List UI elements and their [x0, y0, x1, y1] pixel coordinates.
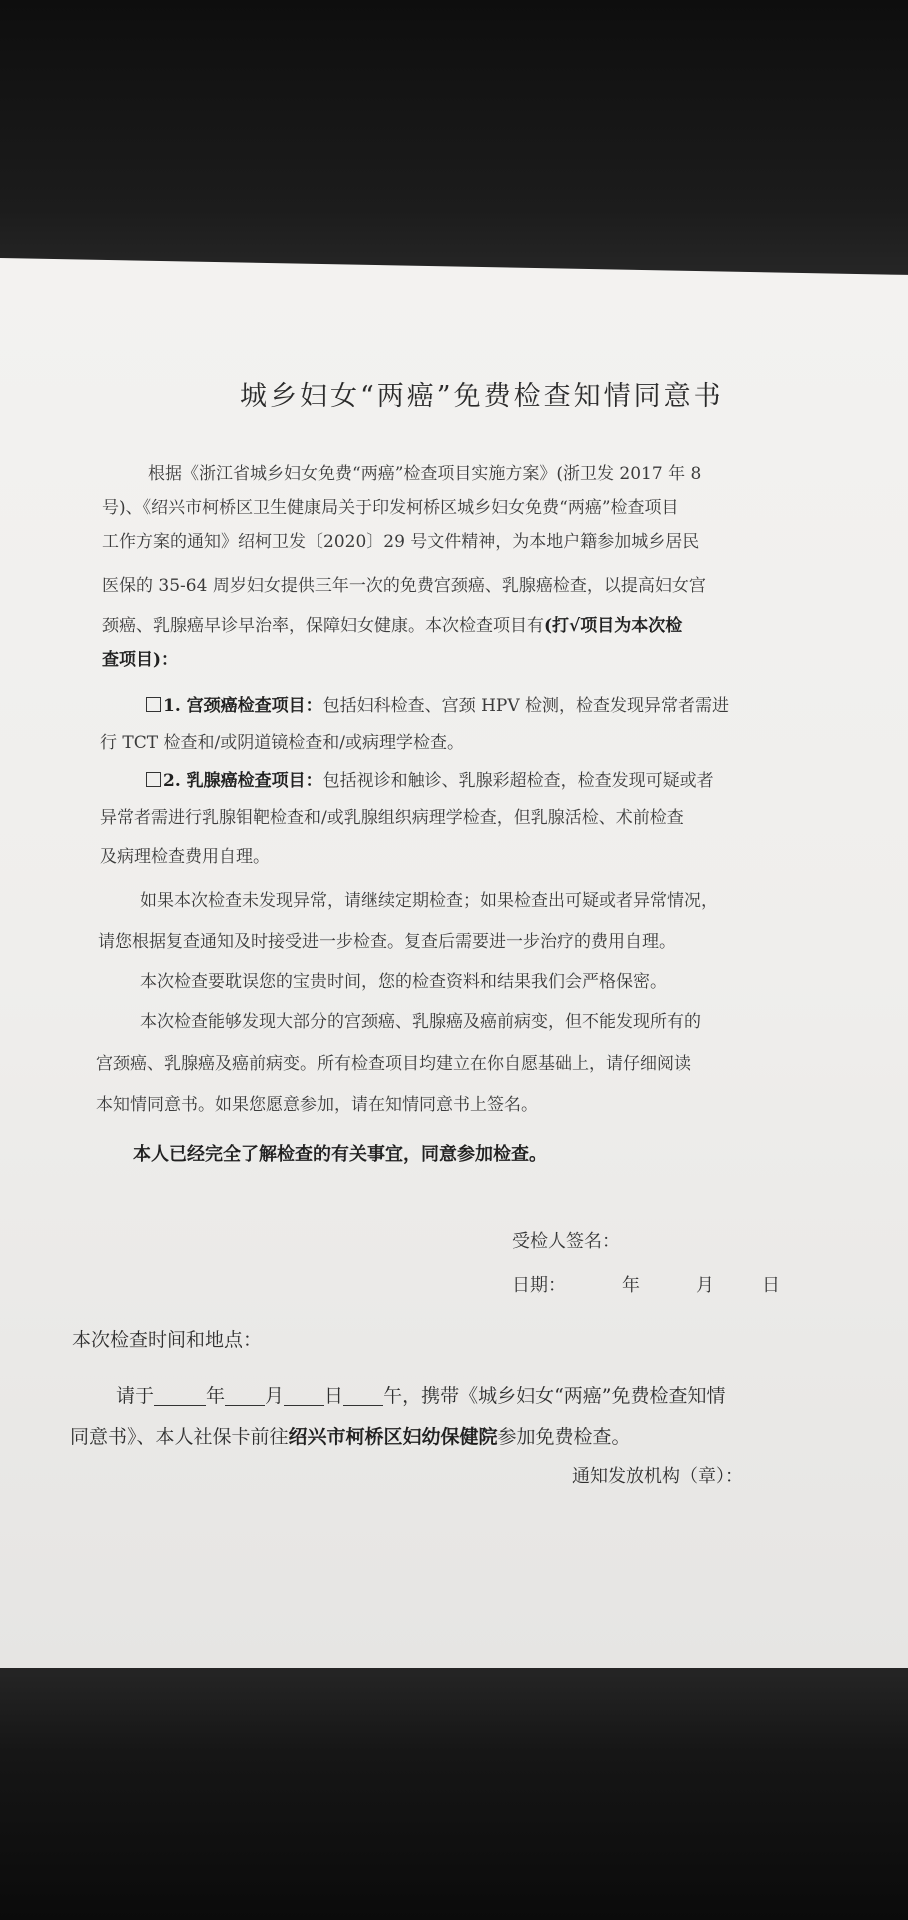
privacy-line: 本次检查要耽误您的宝贵时间，您的检查资料和结果我们会严格保密。 — [140, 972, 667, 992]
date-day: 日 — [762, 1275, 780, 1296]
intro-bold-last: 查项目)： — [102, 650, 179, 670]
schedule-day: 日 — [324, 1385, 344, 1407]
document-title: 城乡妇女“两癌”免费检查知情同意书 — [240, 381, 724, 412]
intro-line-1: 根据《浙江省城乡妇女免费“两癌”检查项目实施方案》(浙卫发 2017 年 8 — [148, 464, 702, 484]
intro-line-2: 号)、《绍兴市柯桥区卫生健康局关于印发柯桥区城乡妇女免费“两癌”检查项目 — [102, 498, 679, 518]
item-1-line-2: 行 TCT 检查和/或阴道镜检查和/或病理学检查。 — [100, 733, 464, 753]
schedule-year: 年 — [206, 1385, 226, 1407]
intro-bold-tail: (打√项目为本次检 — [544, 616, 683, 636]
limits-line-2: 宫颈癌、乳腺癌及癌前病变。所有检查项目均建立在你自愿基础上，请仔细阅读 — [96, 1054, 691, 1074]
blank-noon[interactable] — [343, 1387, 383, 1406]
followup-line-1: 如果本次检查未发现异常，请继续定期检查；如果检查出可疑或者异常情况， — [140, 891, 718, 911]
blank-day[interactable] — [284, 1387, 324, 1406]
schedule-please: 请于 — [116, 1385, 155, 1407]
date-month: 月 — [696, 1275, 714, 1296]
schedule-line-2 — [70, 1428, 631, 1447]
item-2-line-2: 异常者需进行乳腺钼靶检查和/或乳腺组织病理学检查，但乳腺活检、术前检查 — [100, 808, 684, 828]
schedule-line-1 — [116, 1387, 726, 1406]
intro-line-5 — [102, 618, 682, 635]
blank-month[interactable] — [225, 1387, 265, 1406]
blank-year[interactable] — [154, 1387, 206, 1406]
item-2-title: 2. 乳腺癌检查项目： — [163, 771, 323, 791]
item-2-line-1 — [146, 772, 714, 790]
checkbox-item-2[interactable] — [146, 772, 161, 787]
item-1-title: 1. 宫颈癌检查项目： — [163, 696, 323, 716]
intro-line-4: 医保的 35-64 周岁妇女提供三年一次的免费宫颈癌、乳腺癌检查，以提高妇女宫 — [102, 576, 706, 596]
signature-label: 受检人签名： — [512, 1231, 620, 1252]
item-2-line-3: 及病理检查费用自理。 — [100, 847, 270, 867]
consent-statement: 本人已经完全了解检查的有关事宜，同意参加检查。 — [133, 1144, 547, 1165]
limits-line-3: 本知情同意书。如果您愿意参加，请在知情同意书上签名。 — [96, 1095, 538, 1115]
schedule-line-2-b: 参加免费检查。 — [497, 1426, 631, 1448]
date-label: 日期： — [512, 1275, 566, 1296]
followup-line-2: 请您根据复查通知及时接受进一步检查。复查后需要进一步治疗的费用自理。 — [98, 932, 676, 952]
checkbox-item-1[interactable] — [146, 697, 161, 712]
intro-line-5-text: 颈癌、乳腺癌早诊早治率，保障妇女健康。本次检查项目有 — [102, 616, 544, 636]
limits-line-1: 本次检查能够发现大部分的宫颈癌、乳腺癌及癌前病变，但不能发现所有的 — [140, 1012, 701, 1032]
schedule-month: 月 — [265, 1385, 285, 1407]
dark-background-bottom — [0, 1640, 908, 1920]
schedule-heading: 本次检查时间和地点： — [72, 1329, 263, 1351]
intro-line-3: 工作方案的通知》绍柯卫发〔2020〕29 号文件精神，为本地户籍参加城乡居民 — [102, 532, 700, 552]
dark-background-top — [0, 0, 908, 300]
schedule-line-2-a: 同意书》、本人社保卡前往 — [70, 1426, 289, 1448]
hospital-name: 绍兴市柯桥区妇幼保健院 — [288, 1426, 498, 1448]
date-year: 年 — [622, 1275, 640, 1296]
item-1-line-1 — [146, 697, 729, 715]
issuer-label: 通知发放机构（章）： — [572, 1466, 743, 1487]
item-1-text-a: 包括妇科检查、宫颈 HPV 检测，检查发现异常者需进 — [322, 696, 730, 716]
schedule-noon: 午，携带《城乡妇女“两癌”免费检查知情 — [383, 1385, 726, 1407]
item-2-text-a: 包括视诊和触诊、乳腺彩超检查，检查发现可疑或者 — [322, 771, 714, 791]
